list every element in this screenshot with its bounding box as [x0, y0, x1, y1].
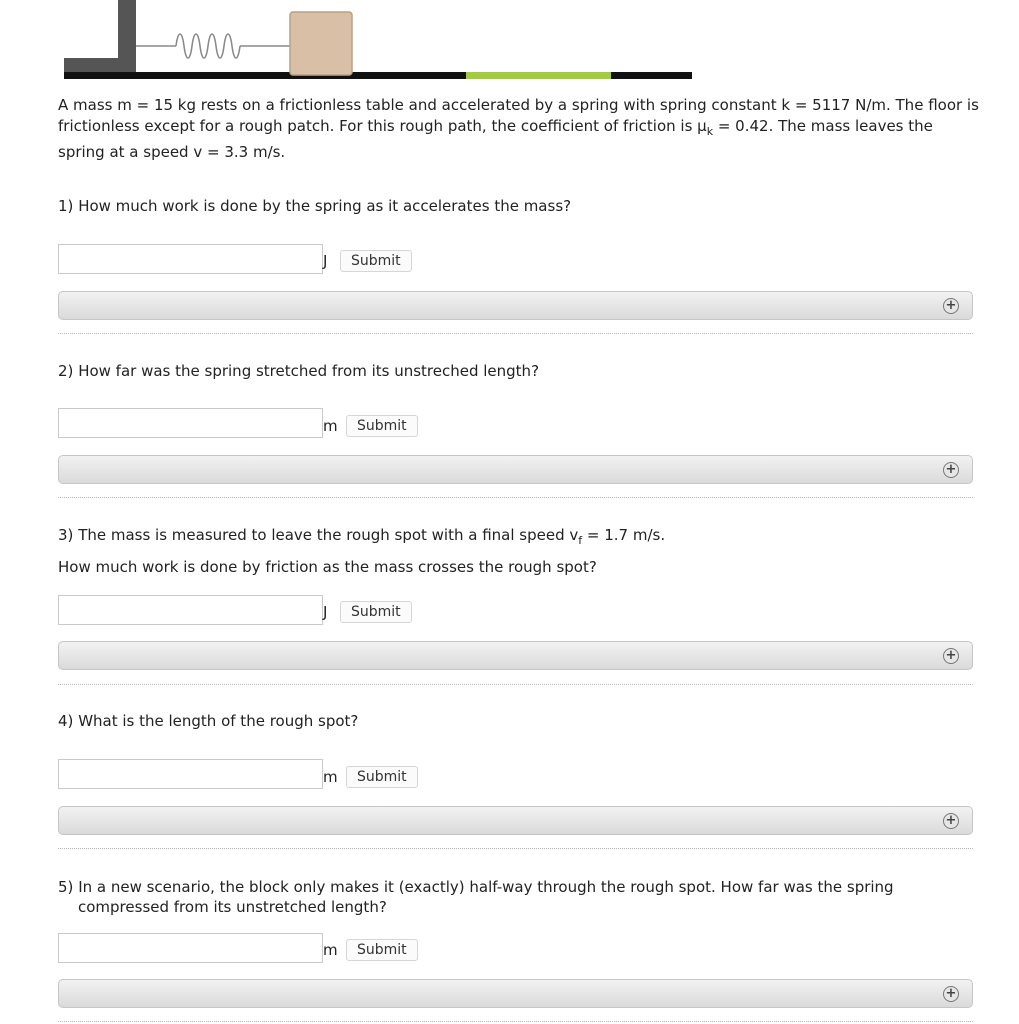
question-3-subtext: How much work is done by friction as the mass crosses the rough spot?: [58, 558, 597, 576]
question-2: 2) How far was the spring stretched from its unstreched length?: [58, 362, 540, 380]
plus-icon[interactable]: +: [943, 986, 959, 1002]
unit-3: J: [323, 603, 328, 621]
question-3: 3) The mass is measured to leave the rough spot with a final speed $v_f = 1.7$ m/s.: [58, 526, 666, 547]
divider-3: [58, 684, 973, 685]
answer-5-input[interactable]: [58, 933, 323, 963]
unit-2: m: [323, 417, 338, 435]
plus-icon[interactable]: +: [943, 648, 959, 664]
divider-5: [58, 1021, 973, 1022]
hint-3-bar[interactable]: [58, 641, 973, 670]
plus-icon[interactable]: +: [943, 298, 959, 314]
submit-2-button[interactable]: Submit: [346, 415, 418, 437]
plus-icon[interactable]: +: [943, 813, 959, 829]
mass-block: [290, 12, 352, 75]
hint-1-bar[interactable]: [58, 291, 973, 320]
unit-4: m: [323, 768, 338, 786]
hint-5-bar[interactable]: [58, 979, 973, 1008]
divider-2: [58, 497, 973, 498]
answer-3-input[interactable]: [58, 595, 323, 625]
spring-mass-diagram: [0, 0, 720, 90]
divider-1: [58, 333, 973, 334]
hint-4-bar[interactable]: [58, 806, 973, 835]
unit-1: J: [323, 252, 328, 270]
submit-5-button[interactable]: Submit: [346, 939, 418, 961]
problem-statement: A mass m = 15 kg rests on a frictionless table and accelerated by a spring with spring constant k = 5117 N/m. The floor is frictionless except for a rough patch. For this rough path, the coefficient of friction is $\mu_k = 0.42$. The mass leaves the spring at a speed v = 3.3 m/s.: [58, 96, 979, 161]
answer-1-input[interactable]: [58, 244, 323, 274]
rough-patch: [466, 72, 611, 79]
spring: [136, 34, 290, 58]
hint-2-bar[interactable]: [58, 455, 973, 484]
divider-4: [58, 848, 973, 849]
unit-5: m: [323, 941, 338, 959]
answer-2-input[interactable]: [58, 408, 323, 438]
submit-3-button[interactable]: Submit: [340, 601, 412, 623]
answer-4-input[interactable]: [58, 759, 323, 789]
plus-icon[interactable]: +: [943, 462, 959, 478]
question-4: 4) What is the length of the rough spot?: [58, 712, 359, 730]
question-5: 5) In a new scenario, the block only makes it (exactly) half-way through the rough spot. How far was the spring compressed from its unstretched length?: [58, 878, 894, 916]
submit-1-button[interactable]: Submit: [340, 250, 412, 272]
question-1: 1) How much work is done by the spring as it accelerates the mass?: [58, 197, 572, 215]
submit-4-button[interactable]: Submit: [346, 766, 418, 788]
